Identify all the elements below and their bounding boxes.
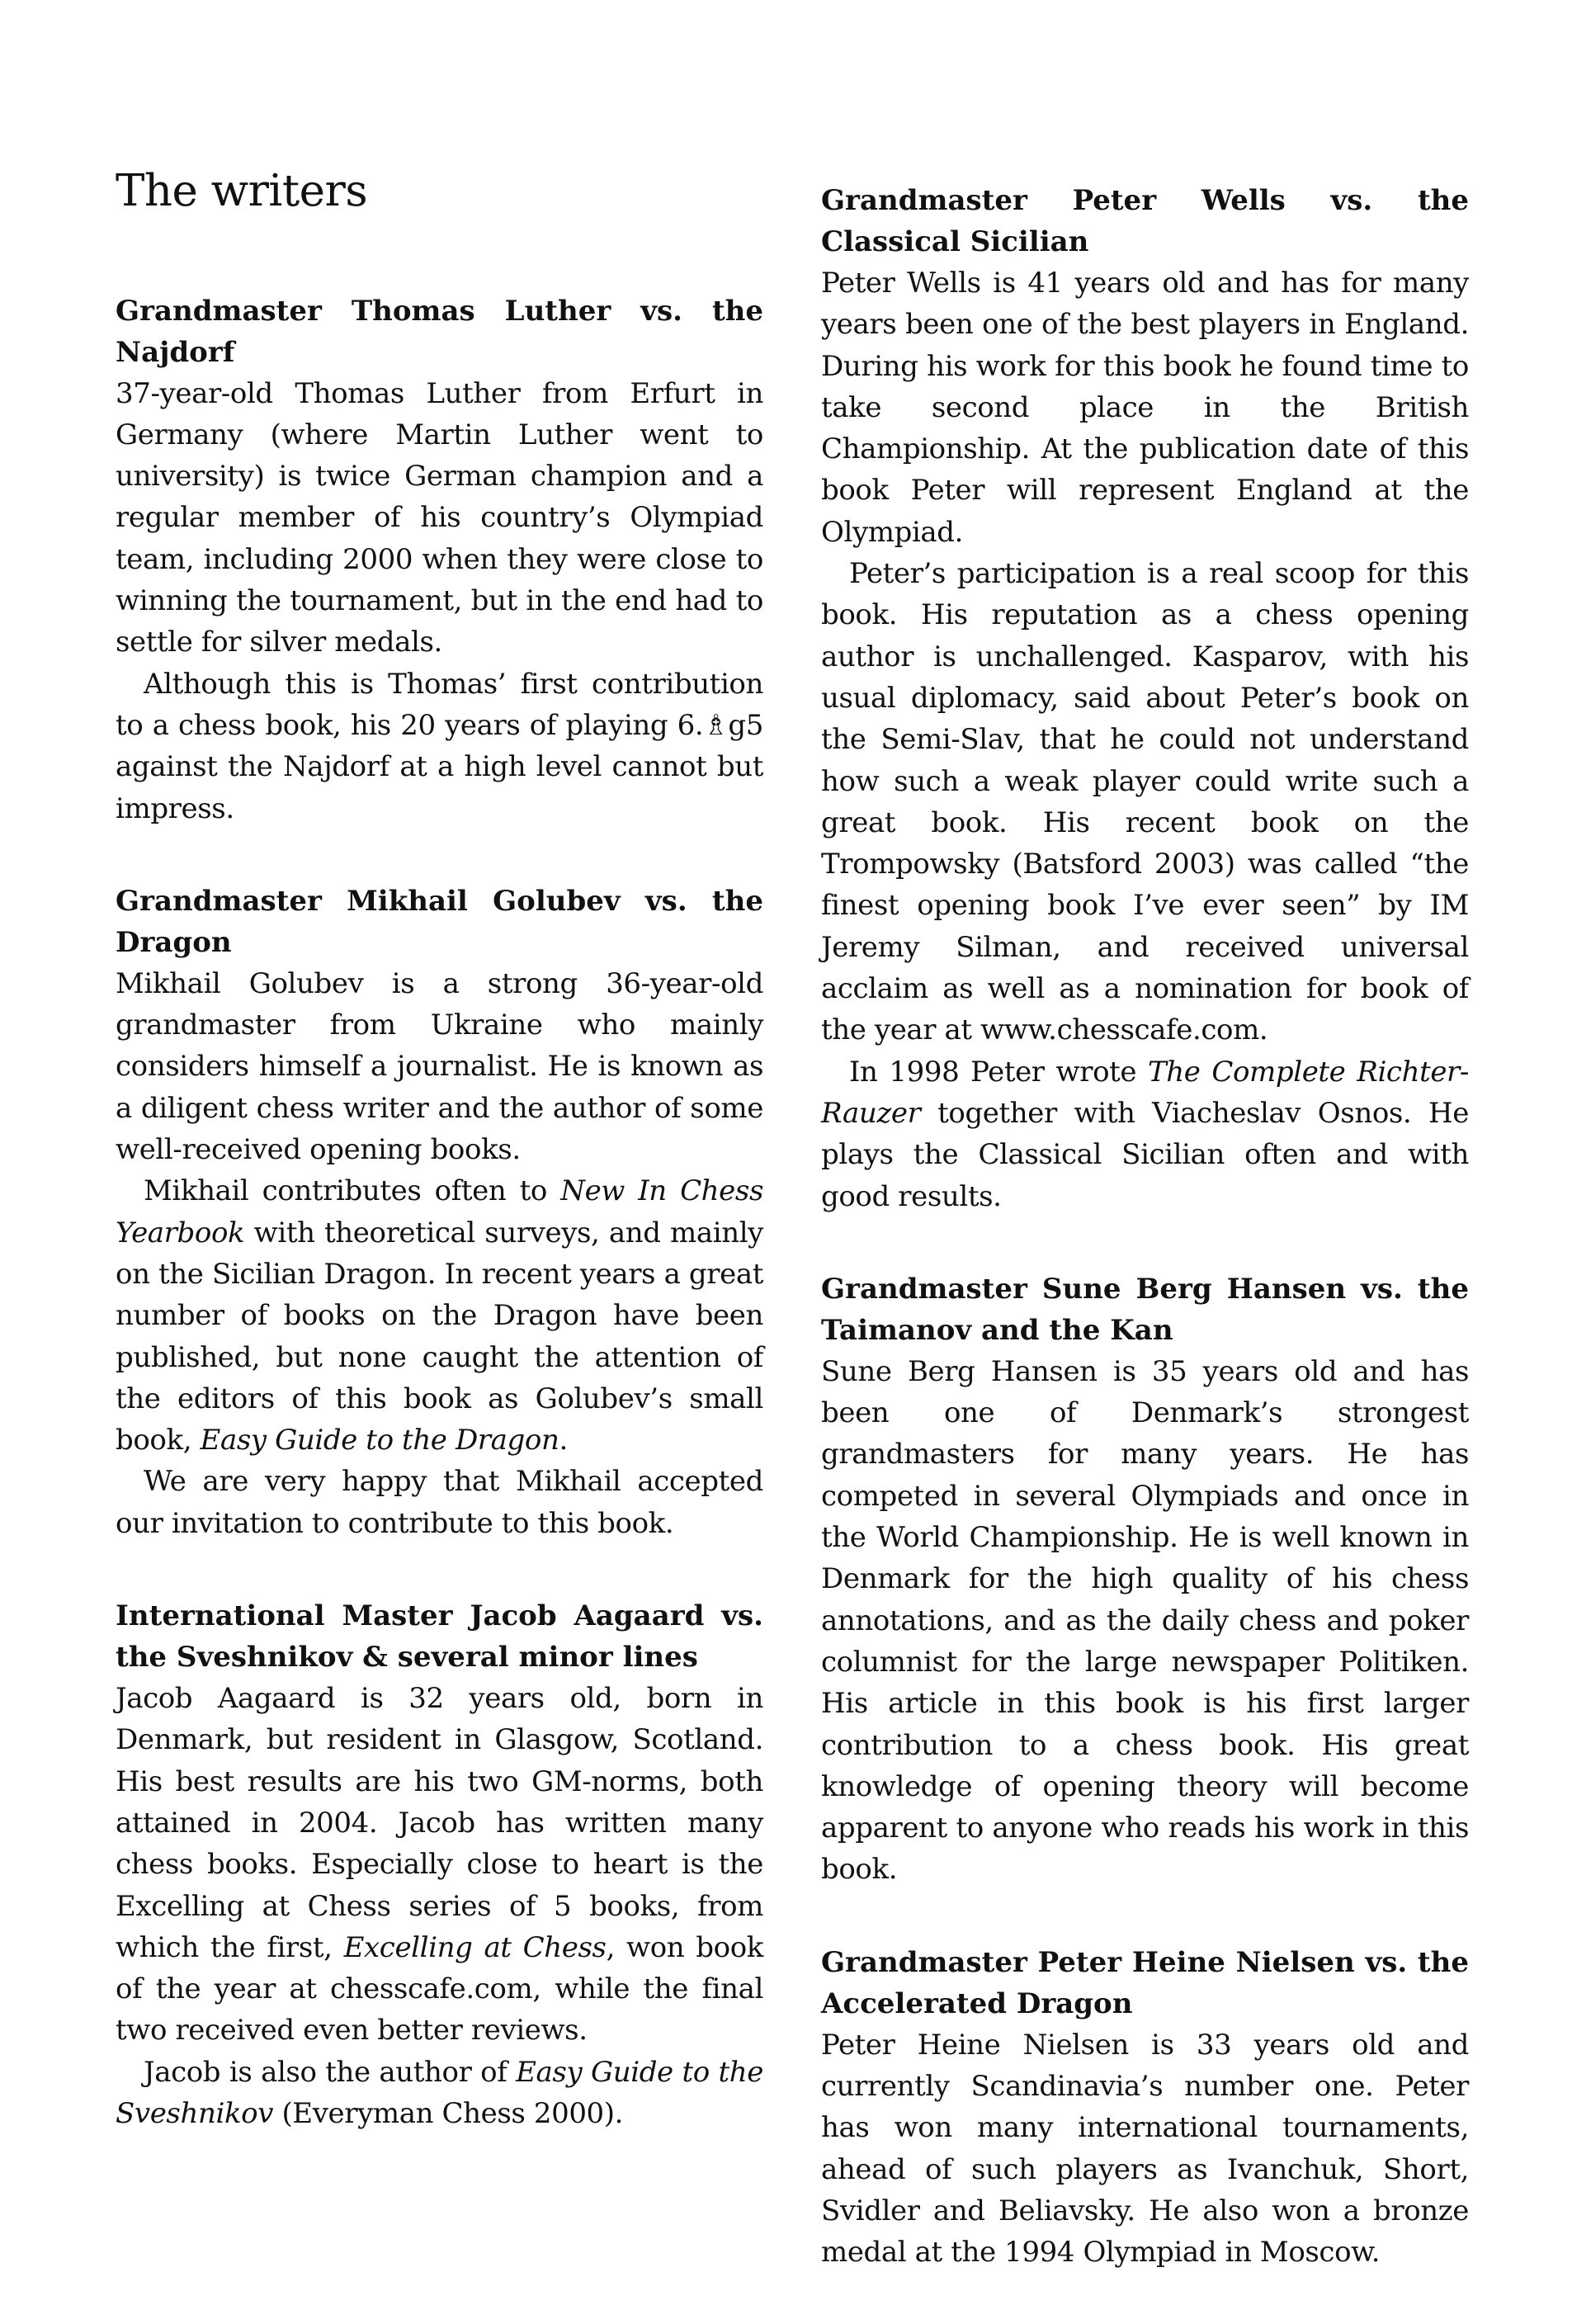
paragraph: Peter Heine Nielsen is 33 years old and currently Scandinavia’s number one. Peter has won many international tournaments, ahead of such players as Ivanchuk, Short, Svidler and Beliavsky. He also won a bronze medal at the 1994 Olympiad in Moscow. bbox=[821, 2028, 1469, 2270]
paragraph: Jacob Aagaard is 32 years old, born in Denmark, but resident in Glasgow, Scotland. His best results are his two GM-norms, both attained in 2004. Jacob has written many chess books. Especially close to heart is the Excelling at Chess series of 5 books, from which the first, Excelling at Chess, won book of the year at chesscafe.com, while the final two received even better reviews. bbox=[116, 1682, 763, 2048]
section-hansen bbox=[821, 1268, 1469, 1891]
section-wells bbox=[821, 180, 1469, 1217]
section-heading: Grandmaster Thomas Luther vs. the Najdorf bbox=[116, 294, 763, 369]
section-luther bbox=[116, 290, 763, 829]
paragraph: Jacob is also the author of Easy Guide to the Sveshnikov (Everyman Chess 2000). bbox=[116, 2055, 763, 2130]
section-heading: Grandmaster Peter Heine Nielsen vs. the Accelerated Dragon bbox=[821, 1945, 1469, 2020]
section-aagaard bbox=[116, 1595, 763, 2134]
book-title: Easy Guide to the Sveshnikov bbox=[116, 2055, 763, 2130]
paragraph: Mikhail Golubev is a strong 36-year-old grandmaster from Ukraine who mainly considers himself a journalist. He is known as a diligent chess writer and the author of some well-received opening books. bbox=[116, 966, 763, 1167]
section-heading: Grandmaster Sune Berg Hansen vs. the Taimanov and the Kan bbox=[821, 1272, 1469, 1347]
paragraph: In 1998 Peter wrote The Complete Richter-Rauzer together with Viacheslav Osnos. He plays the Classical Sicilian often and with good results. bbox=[821, 1055, 1469, 1213]
book-title: Easy Guide to the Dragon bbox=[200, 1424, 559, 1457]
section-heading: International Master Jacob Aagaard vs. the Sveshnikov & several minor lines bbox=[116, 1599, 763, 1675]
paragraph: We are very happy that Mikhail accepted our invitation to contribute to this book. bbox=[116, 1465, 763, 1540]
paragraph: Peter Wells is 41 years old and has for many years been one of the best players in England. During his work for this book he found time to take second place in the British Championship. At the publication date of this book Peter will represent England at the Olympiad. bbox=[821, 267, 1469, 549]
paragraph: 37-year-old Thomas Luther from Erfurt in Germany (where Martin Luther went to university) is twice German champion and a regular member of his country’s Olympiad team, including 2000 when they were close to winning the tournament, but in the end had to settle for silver medals. bbox=[116, 376, 763, 659]
section-heading: Grandmaster Mikhail Golubev vs. the Dragon bbox=[116, 884, 763, 959]
paragraph: Peter’s participation is a real scoop for this book. His reputation as a chess opening author is unchallenged. Kasparov, with his usual diplomacy, said about Peter’s book on the Semi-Slav, that he could not understand how such a weak player could write such a great book. His recent book on the Trompowsky (Batsford 2003) was called “the finest opening book I’ve ever seen” by IM Jeremy Silman, and received universal acclaim as well as a nomination for book of the year at www.chesscafe.com. bbox=[821, 557, 1469, 1047]
paragraph: Sune Berg Hansen is 35 years old and has been one of Denmark’s strongest grandmasters for many years. He has competed in several Olympiads and once in the World Championship. He is well known in Denmark for the high quality of his chess annotations, and as the daily chess and poker columnist for the large newspaper Politiken. His article in this book is his first larger contribution to a chess book. His great knowledge of opening theory will become apparent to anyone who reads his work in this book. bbox=[821, 1354, 1469, 1887]
left-column bbox=[116, 165, 763, 2185]
book-title: Excelling at Chess bbox=[343, 1930, 607, 1964]
book-title: New In Chess Yearbook bbox=[116, 1174, 763, 1249]
right-column bbox=[821, 180, 1469, 2324]
section-golubev bbox=[116, 881, 763, 1544]
page-title: The writers bbox=[116, 166, 368, 216]
paragraph: Mikhail contributes often to New In Chess Yearbook with theoretical surveys, and mainly on the Sicilian Dragon. In recent years a great number of books on the Dragon have been published, but none caught the attention of the editors of this book as Golubev’s small book, Easy Guide to the Dragon. bbox=[116, 1174, 763, 1457]
paragraph: Although this is Thomas’ first contribution to a chess book, his 20 years of playing 6.♗g5 against the Najdorf at a high level cannot but impress. bbox=[116, 667, 763, 825]
section-nielsen bbox=[821, 1942, 1469, 2274]
book-title: The Complete Richter-Rauzer bbox=[821, 1055, 1469, 1130]
section-heading: Grandmaster Peter Wells vs. the Classical Sicilian bbox=[821, 184, 1469, 258]
